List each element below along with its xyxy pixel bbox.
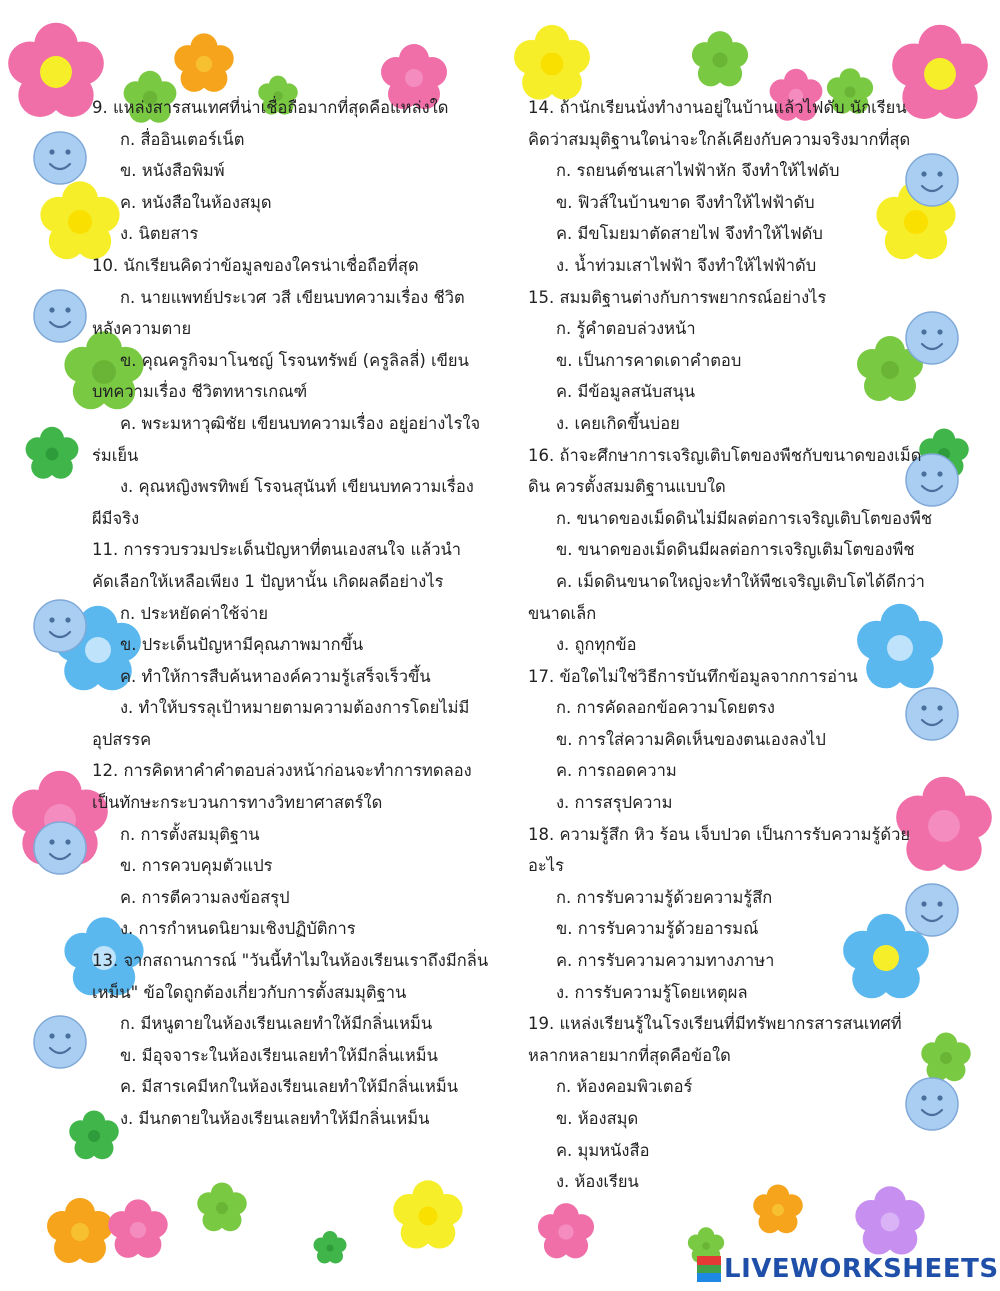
question-text: 19. แหล่งเรียนรู้ในโรงเรียนที่มีทรัพยากรสารสนเทศที่ [528, 1014, 902, 1034]
answer-option[interactable]: ข. ขนาดของเม็ดดินมีผลต่อการเจริญเติมโตของพืช [556, 540, 915, 560]
answer-option[interactable]: ก. ประหยัดค่าใช้จ่าย [120, 603, 269, 623]
answer-option[interactable]: ข. หนังสือพิมพ์ [120, 161, 225, 181]
answer-option[interactable]: ก. การตั้งสมมุติฐาน [120, 824, 260, 844]
left-question-column [92, 92, 489, 1135]
answer-option[interactable]: ก. มีหนูตายในห้องเรียนเลยทำให้มีกลิ่นเหม็น [120, 1014, 433, 1034]
brand-name: LIVEWORKSHEETS [724, 1254, 999, 1284]
smiley-icon [34, 290, 86, 342]
answer-option[interactable]: ง. นิตยสาร [120, 224, 199, 244]
question-text-continuation: บทความเรื่อง ชีวิตทหารเกณฑ์ [92, 382, 308, 402]
question-text: 17. ข้อใดไม่ใช่วิธีการบันทึกข้อมูลจากการอ่าน [528, 666, 858, 686]
question-text-continuation: ร่มเย็น [92, 445, 139, 465]
answer-option[interactable]: ค. การรับความความทางภาษา [556, 951, 775, 971]
answer-option[interactable]: ง. น้ำท่วมเสาไฟฟ้า จึงทำให้ไฟฟ้าดับ [556, 255, 817, 275]
flower-icon [197, 1183, 247, 1232]
flower-icon [538, 1203, 594, 1258]
smiley-icon [34, 822, 86, 874]
answer-option[interactable]: ง. ถูกทุกข้อ [556, 635, 637, 655]
flower-icon [8, 23, 104, 117]
answer-option[interactable]: ค. ทำให้การสืบค้นหาองค์ความรู้เสร็จเร็วขึ้น [120, 666, 431, 686]
smiley-icon [34, 132, 86, 184]
answer-option[interactable]: ค. เม็ดดินขนาดใหญ่จะทำให้พืชเจริญเติบโตได้ดีกว่า [556, 571, 925, 591]
question-text: 13. จากสถานการณ์ "วันนี้ทำไมในห้องเรียนเราถึงมีกลิ่น [92, 951, 489, 971]
answer-option[interactable]: ค. หนังสือในห้องสมุด [120, 192, 272, 212]
answer-option[interactable]: ข. การใส่ความคิดเห็นของตนเองลงไป [556, 729, 826, 749]
question-text: 12. การคิดหาคำคำตอบล่วงหน้าก่อนจะทำการทดลอง [92, 761, 472, 781]
answer-option[interactable]: ง. เคยเกิดขึ้นบ่อย [556, 413, 680, 433]
right-question-column [528, 92, 933, 1198]
answer-option[interactable]: ข. ประเด็นปัญหามีคุณภาพมากขึ้น [120, 635, 364, 655]
flower-icon [314, 1231, 347, 1264]
flower-icon [26, 427, 79, 479]
question-text-continuation: หลังความตาย [92, 319, 192, 339]
liveworksheets-logo [697, 1254, 999, 1284]
answer-option[interactable]: ง. การรับความรู้โดยเหตุผล [556, 982, 748, 1002]
question-text-continuation: อุปสรรค [92, 729, 152, 749]
answer-option[interactable]: ง. มีนกตายในห้องเรียนเลยทำให้มีกลิ่นเหม็น [120, 1109, 430, 1128]
answer-option[interactable]: ก. การรับความรู้ด้วยความรู้สึก [556, 887, 773, 907]
question-text-continuation: ดิน ควรตั้งสมมติฐานแบบใด [528, 477, 726, 497]
question-text-continuation: คิดว่าสมมุติฐานใดน่าจะใกล้เคียงกับความจริงมากที่สุด [528, 129, 911, 149]
answer-option[interactable]: ค. พระมหาวุฒิชัย เขียนบทความเรื่อง อยู่อย่างไรใจ [120, 413, 481, 433]
question-text-continuation: อะไร [528, 856, 564, 876]
answer-option[interactable]: ค. มุมหนังสือ [556, 1140, 650, 1160]
answer-option[interactable]: ข. ห้องสมุด [556, 1109, 639, 1128]
question-text-continuation: คัดเลือกให้เหลือเพียง 1 ปัญหานั้น เกิดผลดีอย่างไร [92, 571, 444, 591]
answer-option[interactable]: ก. ขนาดของเม็ดดินไม่มีผลต่อการเจริญเติบโตของพืช [556, 508, 933, 528]
question-text: 18. ความรู้สึก หิว ร้อน เจ็บปวด เป็นการรับความรู้ด้วย [528, 824, 911, 844]
answer-option[interactable]: ง. การสรุปความ [556, 793, 673, 813]
flower-icon [393, 1180, 462, 1248]
flower-icon [174, 33, 233, 92]
answer-option[interactable]: ก. นายแพทย์ประเวศ วสี เขียนบทความเรื่อง ชีวิต [120, 287, 465, 307]
answer-option[interactable]: ข. การรับความรู้ด้วยอารมณ์ [556, 919, 759, 939]
question-text: 10. นักเรียนคิดว่าข้อมูลของใครน่าเชื่อถือที่สุด [92, 255, 419, 275]
answer-option[interactable]: ค. มีสารเคมีหกในห้องเรียนเลยทำให้มีกลิ่นเหม็น [120, 1077, 459, 1097]
answer-option[interactable]: ง. คุณหญิงพรทิพย์ โรจนสุนันท์ เขียนบทความเรื่อง [120, 477, 474, 497]
smiley-icon [34, 600, 86, 652]
question-text: 15. สมมติฐานต่างกับการพยากรณ์อย่างไร [528, 287, 827, 307]
question-text-continuation: เหม็น" ข้อใดถูกต้องเกี่ยวกับการตั้งสมมุติฐาน [92, 982, 407, 1002]
question-text: 16. ถ้าจะศึกษาการเจริญเติบโตของพืชกับขนาดของเม็ด [528, 445, 922, 465]
answer-option[interactable]: ข. เป็นการคาดเดาคำตอบ [556, 350, 742, 370]
answer-option[interactable]: ข. การควบคุมตัวแปร [120, 856, 273, 876]
question-text: 9. แหล่งสารสนเทศที่น่าเชื่อถือมากที่สุดคือแหล่งใด [92, 98, 449, 117]
answer-option[interactable]: ง. การกำหนดนิยามเชิงปฏิบัติการ [120, 919, 356, 939]
answer-option[interactable]: ก. รถยนต์ชนเสาไฟฟ้าหัก จึงทำให้ไฟดับ [556, 161, 840, 181]
answer-option[interactable]: ข. ฟิวส์ในบ้านขาด จึงทำให้ไฟฟ้าดับ [556, 192, 815, 212]
question-text-continuation: หลากหลายมากที่สุดคือข้อใด [528, 1045, 731, 1065]
answer-option[interactable]: ก. ห้องคอมพิวเตอร์ [556, 1077, 693, 1097]
answer-option[interactable]: ข. มีอุจจาระในห้องเรียนเลยทำให้มีกลิ่นเหม็น [120, 1045, 438, 1065]
question-text: 11. การรวบรวมประเด็นปัญหาที่ตนเองสนใจ แล้วนำ [92, 540, 462, 560]
smiley-icon [34, 1016, 86, 1068]
answer-option[interactable]: ก. การคัดลอกข้อความโดยตรง [556, 698, 775, 718]
answer-option[interactable]: ก. สื่ออินเตอร์เน็ต [120, 129, 245, 149]
flower-icon [514, 25, 590, 100]
answer-option[interactable]: ง. ห้องเรียน [556, 1172, 639, 1192]
answer-option[interactable]: ก. รู้คำตอบล่วงหน้า [556, 319, 696, 339]
flower-icon [108, 1199, 167, 1258]
flower-icon [47, 1198, 113, 1263]
answer-option[interactable]: ค. มีขโมยมาตัดสายไฟ จึงทำให้ไฟดับ [556, 224, 823, 244]
answer-option[interactable]: ค. การตีความลงข้อสรุป [120, 887, 290, 907]
answer-option[interactable]: ข. คุณครูกิจมาโนชญ์ โรจนทรัพย์ (ครูลิลลี่) เขียน [120, 350, 469, 370]
question-text-continuation: ขนาดเล็ก [528, 603, 597, 623]
answer-option[interactable]: ง. ทำให้บรรลุเป้าหมายตามความต้องการโดยไม่มี [120, 698, 470, 718]
question-text: 14. ถ้านักเรียนนั่งทำงานอยู่ในบ้านแล้วไฟดับ นักเรียน [528, 98, 907, 117]
question-text-continuation: เป็นทักษะกระบวนการทางวิทยาศาสตร์ใด [92, 793, 383, 813]
question-text-continuation: ผีมีจริง [92, 508, 140, 528]
answer-option[interactable]: ค. มีข้อมูลสนับสนุน [556, 382, 696, 402]
answer-option[interactable]: ค. การถอดความ [556, 761, 677, 781]
flower-icon [692, 31, 748, 86]
brand-badge-icon [697, 1256, 721, 1282]
flower-icon [921, 1033, 971, 1082]
